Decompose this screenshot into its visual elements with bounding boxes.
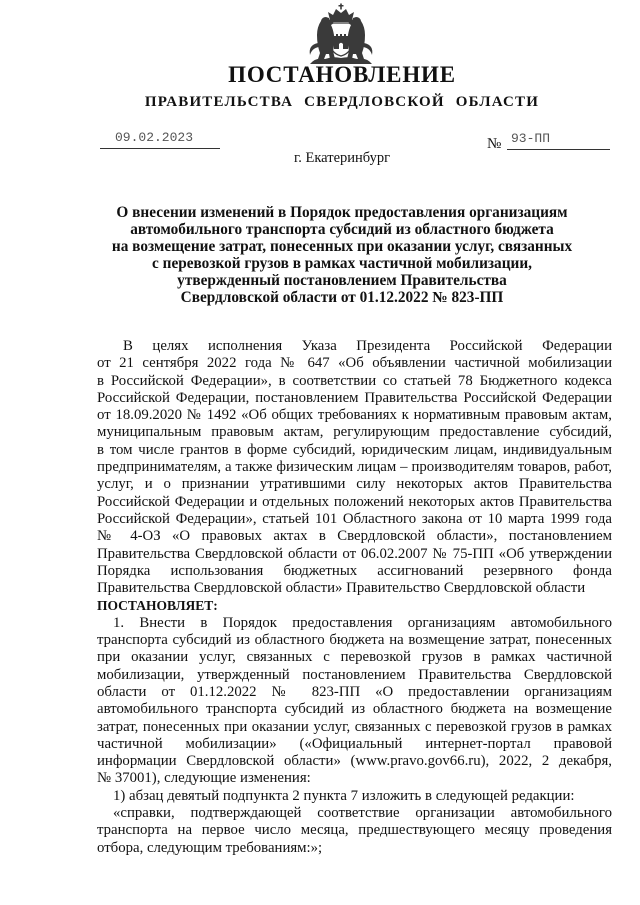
preamble-line: Российской Федерации», статьей 101 Областного закона от 10 марта 1999 года: [97, 510, 612, 527]
item-1-line: области от 01.12.2022 № 823-ПП «О предоставлении организациям: [97, 683, 612, 700]
preamble-line: муниципальным правовым актам, регулирующим предоставление субсидий,: [97, 424, 612, 441]
act-title-line: с перевозкой грузов в рамках частичной мобилизации,: [152, 255, 532, 272]
item-1-line: мобилизации, утвержденный постановлением Правительства Свердловской: [97, 666, 612, 683]
issuing-authority: ПРАВИТЕЛЬСТВА СВЕРДЛОВСКОЙ ОБЛАСТИ: [144, 94, 540, 110]
item-1-line: 1. Внести в Порядок предоставления организациям автомобильного: [113, 614, 612, 631]
preamble-line: в Российской Федерации», в соответствии со статьей 78 Бюджетного кодекса: [97, 372, 612, 389]
item-1-line: автомобильного транспорта субсидий из областного бюджета на возмещение: [97, 701, 612, 718]
number-field: [507, 129, 610, 150]
quote-line: отбора, следующим требованиям:»;: [97, 839, 323, 856]
item-1-paragraph: [97, 615, 612, 788]
number-sign: №: [487, 136, 502, 152]
quote-paragraph: [97, 805, 612, 857]
document-body: [97, 338, 612, 857]
preamble-line: предпринимателям, а также физическим лицам – производителям товаров, работ,: [97, 459, 612, 476]
act-title-line: О внесении изменений в Порядок предоставления организациям: [116, 204, 568, 221]
place-of-issue: г. Екатеринбург: [293, 150, 391, 166]
preamble-line: № 4-ОЗ «О правовых актах в Свердловской области», постановлением: [97, 528, 612, 545]
resolves-heading: ПОСТАНОВЛЯЕТ:: [97, 598, 218, 614]
quote-line: транспорта на первое число месяца, предшествующего месяцу проведения: [97, 822, 612, 839]
quote-line: «справки, подтверждающей соответствие организации автомобильного: [113, 805, 612, 822]
emblem-supporter-left: [310, 17, 335, 59]
preamble-line: от 21 сентября 2022 года № 647 «Об объявлении частичной мобилизации: [97, 355, 612, 372]
date-field: [100, 128, 220, 149]
preamble-line: от 18.09.2020 № 1492 «Об общих требованиях к нормативным правовым актам,: [97, 407, 612, 424]
preamble-line: Российской Федерации, постановлением Правительства Российской Федерации: [97, 389, 612, 406]
act-title-line: автомобильного транспорта субсидий из областного бюджета: [130, 221, 554, 238]
emblem-crown: [328, 4, 354, 23]
coat-of-arms-icon: [302, 3, 380, 65]
emblem-supporter-right: [347, 17, 372, 59]
preamble-line: Российской Федерации и отдельных положений некоторых актов Правительства: [97, 493, 612, 510]
document-number: 93-ПП: [511, 131, 551, 146]
preamble-line: Правительства Свердловской области от 06.02.2007 № 75-ПП «Об утверждении: [97, 545, 612, 562]
item-1-line: информации Свердловской области» (www.pravo.gov66.ru), 2022, 2 декабря,: [97, 753, 612, 770]
act-title-line: Свердловской области от 01.12.2022 № 823-ПП: [180, 289, 504, 306]
preamble-line: услуг, и о признании утратившими силу некоторых актов Правительства: [97, 476, 612, 493]
item-1-line: затрат, понесенных при оказании услуг, связанных с перевозкой грузов в рамках: [97, 718, 612, 735]
act-title-line: на возмещение затрат, понесенных при оказании услуг, связанных: [111, 238, 573, 255]
act-title: [40, 204, 640, 306]
document-kind-heading: ПОСТАНОВЛЕНИЕ: [228, 62, 456, 87]
preamble-line: Правительства Свердловской области» Правительство Свердловской области: [97, 580, 586, 597]
preamble-line: В целях исполнения Указа Президента Российской Федерации: [123, 338, 612, 354]
item-1-line: частичной мобилизации» («Официальный интернет-портал правовой: [97, 735, 612, 752]
act-title-line: утвержденный постановлением Правительства: [177, 272, 507, 289]
item-1-line: при оказании услуг, связанных с перевозкой грузов в рамках частичной: [97, 649, 612, 666]
preamble-line: Порядка использования бюджетных ассигнований резервного фонда: [97, 562, 612, 579]
item-1-line: транспорта субсидий из областного бюджета на возмещение затрат, понесенных: [97, 632, 612, 649]
preamble-line: в том числе грантов в форме субсидий, юридическим лицам, индивидуальным: [97, 441, 612, 458]
item-1-line: № 37001), следующие изменения:: [97, 770, 311, 787]
document-date: 09.02.2023: [115, 130, 194, 145]
subitem-1-line: 1) абзац девятый подпункта 2 пункта 7 изложить в следующей редакции:: [113, 787, 575, 804]
preamble-paragraph: [97, 338, 612, 597]
